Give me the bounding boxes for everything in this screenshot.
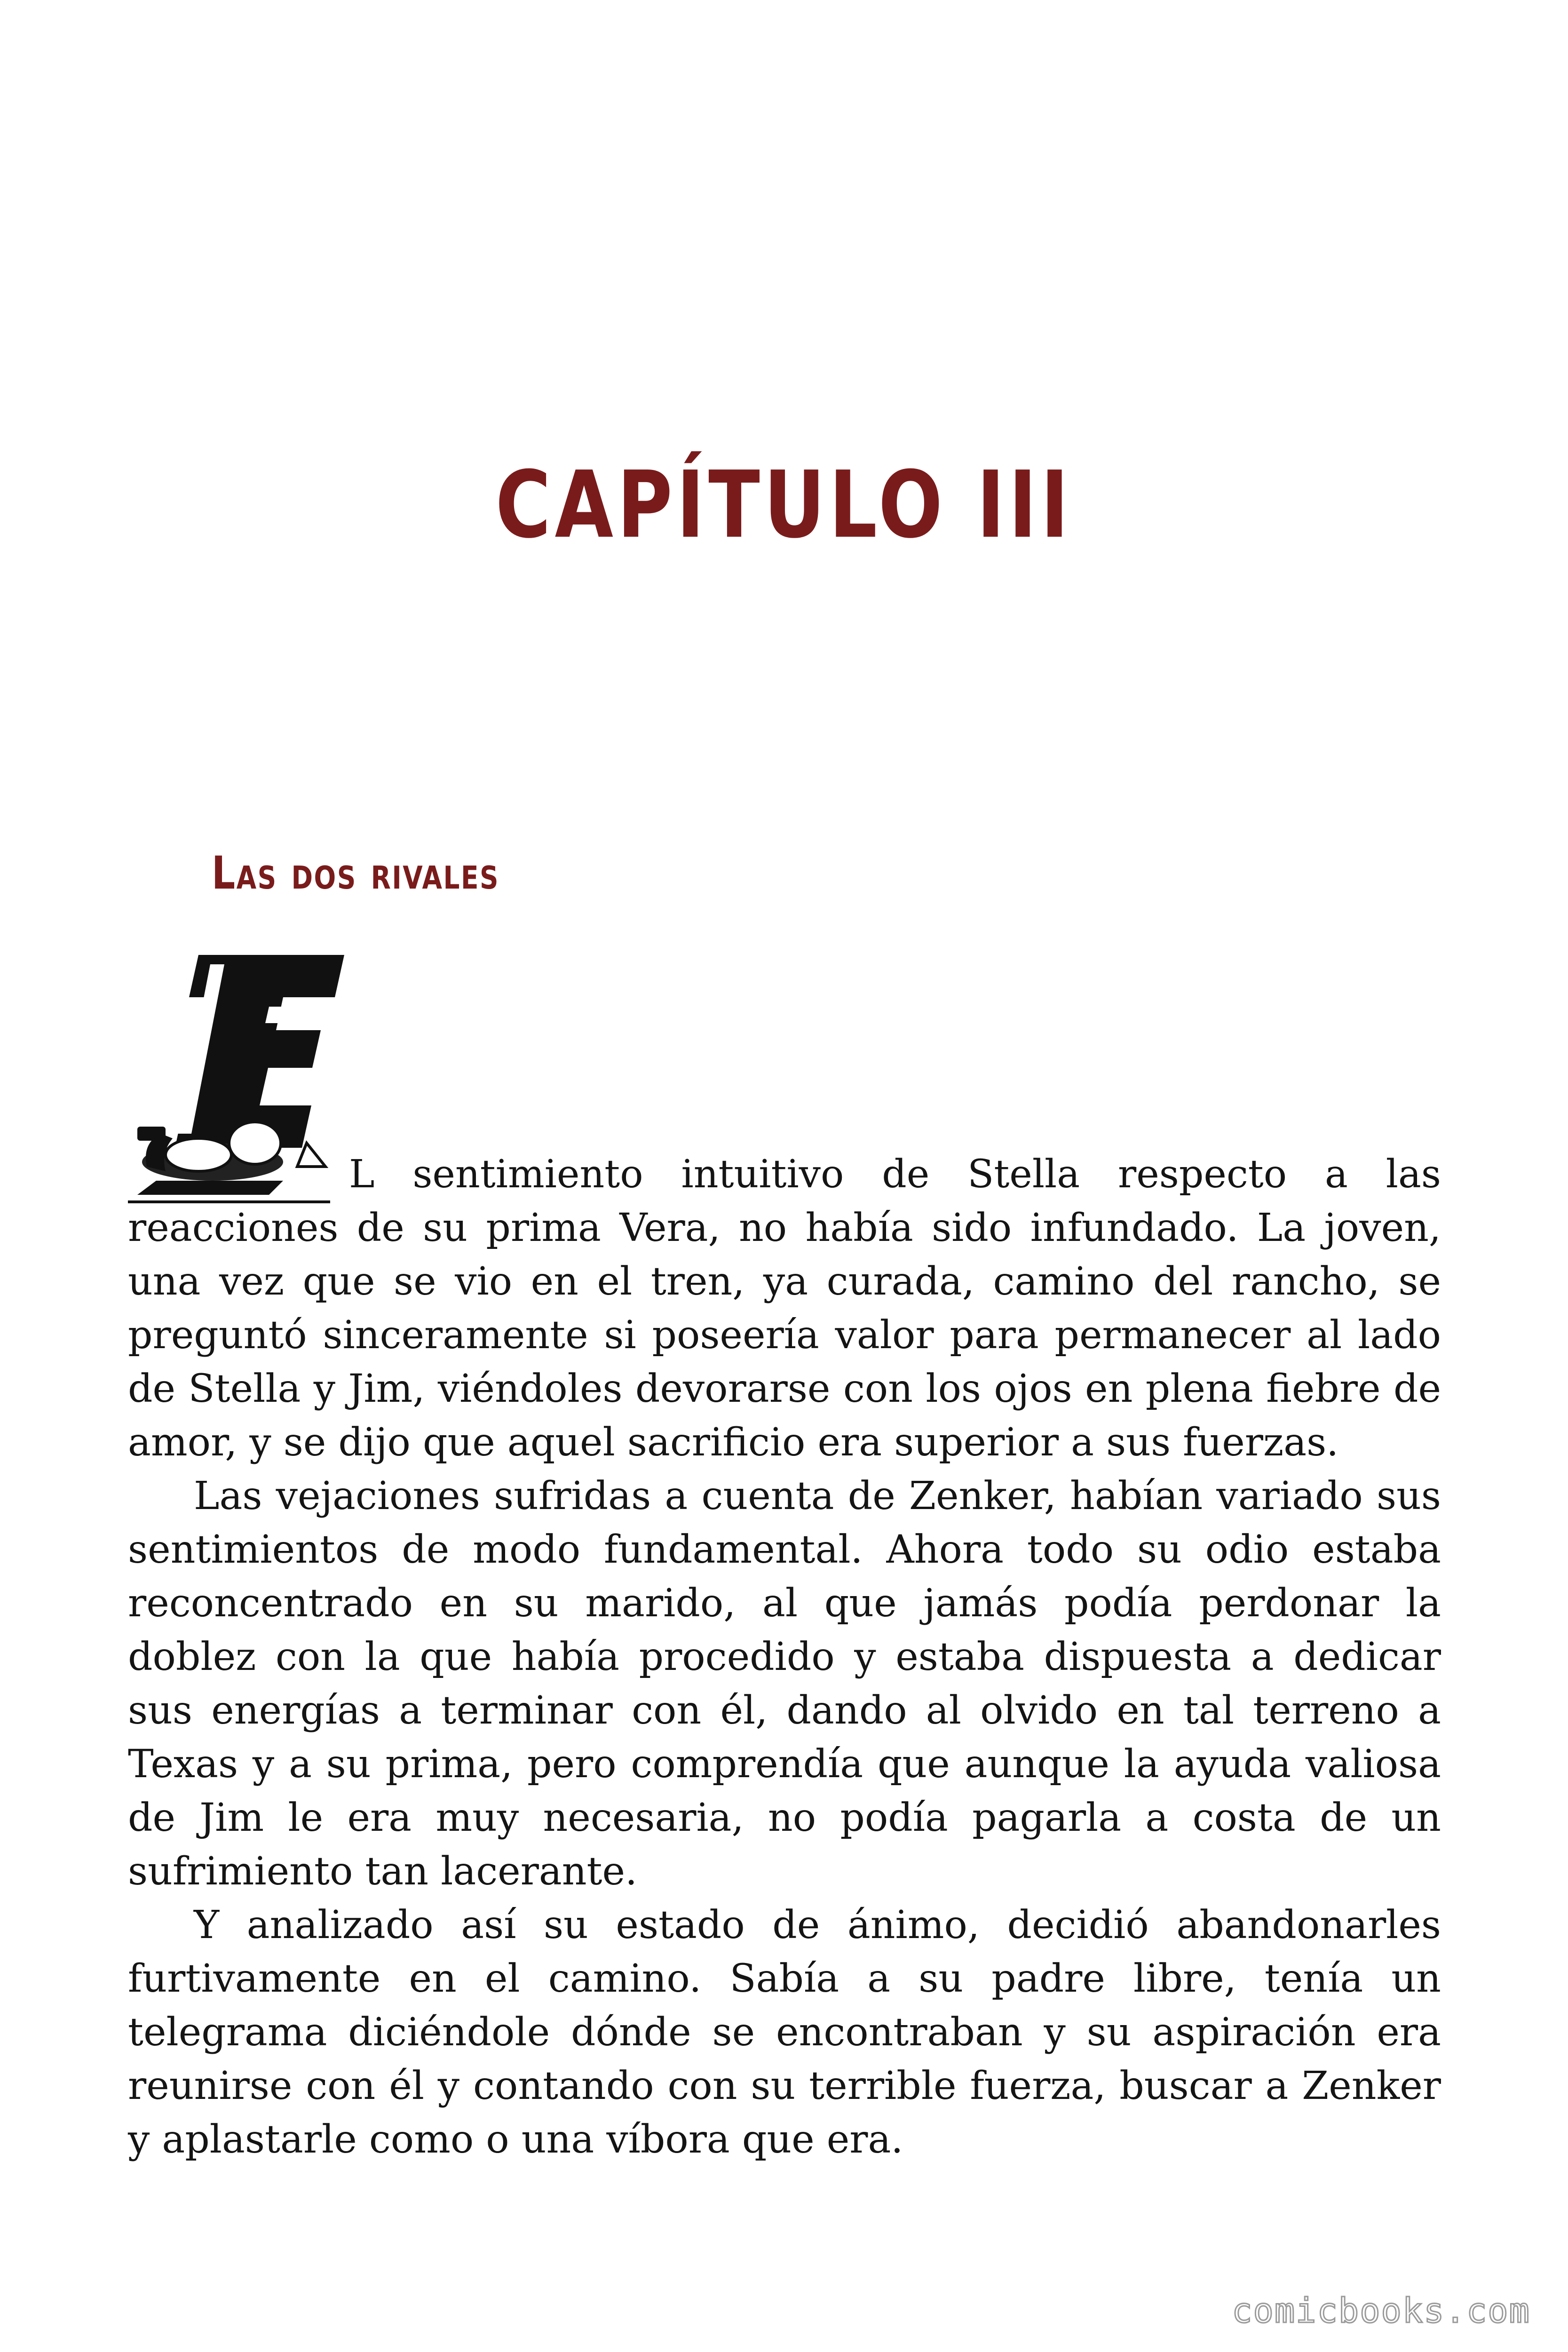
watermark: comicbooks.com <box>1232 2291 1530 2330</box>
paragraph-2: Las vejaciones sufridas a cuenta de Zenker, habían variado sus sentimientos de modo fundamental. Ahora todo su odio estaba reconcentrado en su marido, al que jamás podía perdonar la doblez con la que había procedido y estaba dispuesta a dedicar sus energías a terminar con él, dando al olvido en tal terreno a Texas y a su prima, pero comprendía que aunque la ayuda valiosa de Jim le era muy necesaria, no podía pagarla a costa de un sufrimiento tan lacerante. <box>128 1474 1441 1894</box>
dropcap-letter-e-icon <box>175 955 344 1148</box>
section-title: Las dos rivales <box>212 847 500 899</box>
paragraph-1: L sentimiento intuitivo de Stella respecto a las reacciones de su prima Vera, no había sido infundado. La joven, una vez que se vio en el tren, ya curada, camino del rancho, se preguntó sinceramente si poseería valor para permanecer al lado de Stella y Jim, viéndoles devorarse con los ojos en plena fiebre de amor, y se dijo que aquel sacrificio era superior a sus fuerzas. <box>128 1152 1441 1465</box>
chapter-title: CAPÍTULO III <box>495 452 1073 559</box>
paragraph-3: Y analizado así su estado de ánimo, decidió abandonarles furtivamente en el camino. Sabía a su padre libre, tenía un telegrama diciéndole dónde se encontraban y su aspiración era reunirse con él y contando con su terrible fuerza, buscar a Zenker y aplastarle como o una víbora que era. <box>128 1903 1441 2162</box>
body-text <box>128 1148 1441 2167</box>
